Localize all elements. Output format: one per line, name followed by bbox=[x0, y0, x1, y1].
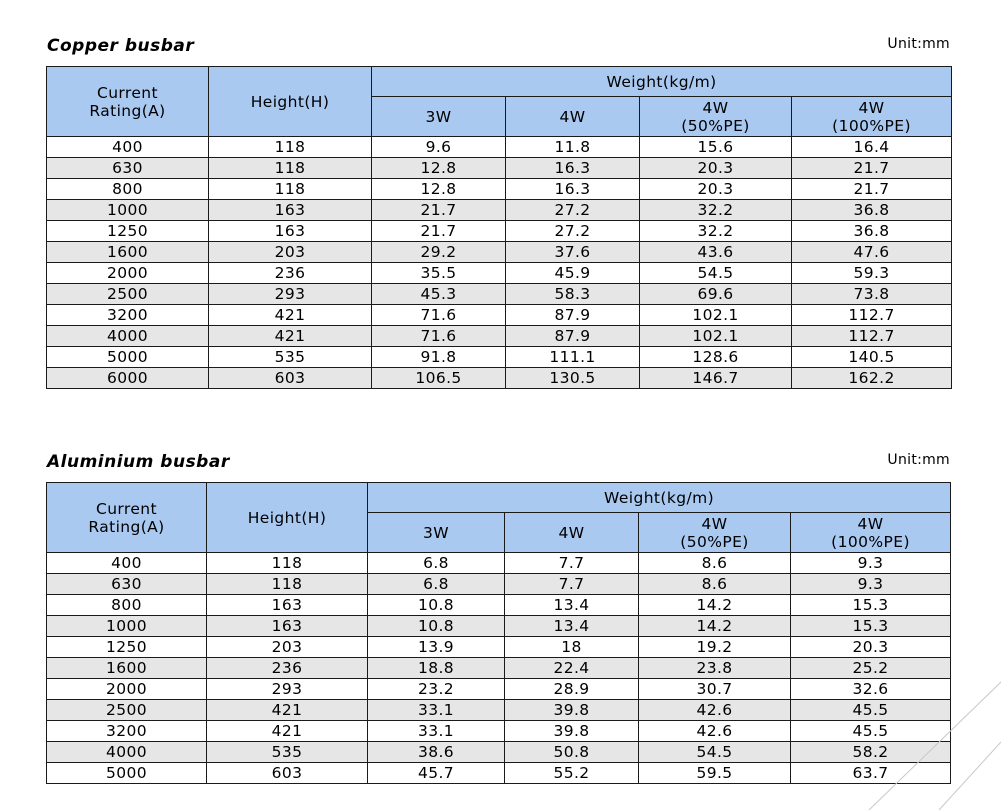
cell-height: 603 bbox=[209, 368, 372, 389]
cell-height: 118 bbox=[207, 574, 368, 595]
table-row bbox=[47, 179, 952, 200]
cell-weight-4w-100pe: 20.3 bbox=[791, 637, 951, 658]
table-row bbox=[47, 305, 952, 326]
cell-current-rating: 630 bbox=[47, 158, 209, 179]
table-row bbox=[47, 284, 952, 305]
cell-weight-3w: 45.7 bbox=[368, 763, 505, 784]
cell-current-rating: 1000 bbox=[47, 616, 207, 637]
cell-current-rating: 2000 bbox=[47, 263, 209, 284]
cell-weight-4w-100pe: 59.3 bbox=[792, 263, 952, 284]
header-height: Height(H) bbox=[209, 67, 372, 137]
cell-weight-4w: 27.2 bbox=[506, 221, 640, 242]
header-weight-group: Weight(kg/m) bbox=[372, 67, 952, 97]
cell-weight-3w: 106.5 bbox=[372, 368, 506, 389]
cell-weight-4w: 27.2 bbox=[506, 200, 640, 221]
cell-height: 163 bbox=[209, 221, 372, 242]
table-row bbox=[47, 742, 951, 763]
cell-weight-4w-100pe: 21.7 bbox=[792, 179, 952, 200]
cell-weight-4w-50pe: 14.2 bbox=[639, 595, 791, 616]
copper-unit-label: Unit:mm bbox=[887, 36, 950, 52]
cell-weight-4w: 16.3 bbox=[506, 179, 640, 200]
cell-weight-4w-50pe: 30.7 bbox=[639, 679, 791, 700]
cell-weight-3w: 9.6 bbox=[372, 137, 506, 158]
cell-weight-4w-50pe: 8.6 bbox=[639, 574, 791, 595]
cell-weight-4w-100pe: 45.5 bbox=[791, 721, 951, 742]
cell-height: 535 bbox=[209, 347, 372, 368]
cell-weight-4w: 58.3 bbox=[506, 284, 640, 305]
cell-weight-4w-50pe: 54.5 bbox=[639, 742, 791, 763]
table-row bbox=[47, 679, 951, 700]
cell-weight-4w: 130.5 bbox=[506, 368, 640, 389]
cell-current-rating: 1250 bbox=[47, 221, 209, 242]
cell-height: 118 bbox=[207, 553, 368, 574]
cell-current-rating: 2500 bbox=[47, 284, 209, 305]
cell-current-rating: 6000 bbox=[47, 368, 209, 389]
cell-weight-4w-100pe: 15.3 bbox=[791, 595, 951, 616]
table-row bbox=[47, 700, 951, 721]
cell-weight-3w: 12.8 bbox=[372, 179, 506, 200]
table-row bbox=[47, 242, 952, 263]
cell-weight-4w: 50.8 bbox=[505, 742, 639, 763]
cell-height: 163 bbox=[207, 616, 368, 637]
header-4w-50pe: 4W (50%PE) bbox=[639, 513, 791, 553]
cell-height: 236 bbox=[209, 263, 372, 284]
cell-current-rating: 5000 bbox=[47, 763, 207, 784]
header-4w-50pe: 4W (50%PE) bbox=[640, 97, 792, 137]
table-row bbox=[47, 595, 951, 616]
cell-weight-3w: 33.1 bbox=[368, 721, 505, 742]
table-row bbox=[47, 347, 952, 368]
table-row bbox=[47, 263, 952, 284]
cell-current-rating: 1600 bbox=[47, 242, 209, 263]
cell-weight-3w: 91.8 bbox=[372, 347, 506, 368]
cell-weight-4w-50pe: 8.6 bbox=[639, 553, 791, 574]
cell-weight-4w: 7.7 bbox=[505, 574, 639, 595]
cell-weight-3w: 33.1 bbox=[368, 700, 505, 721]
header-4w-100pe: 4W (100%PE) bbox=[792, 97, 952, 137]
cell-current-rating: 1250 bbox=[47, 637, 207, 658]
cell-weight-4w: 7.7 bbox=[505, 553, 639, 574]
cell-weight-3w: 18.8 bbox=[368, 658, 505, 679]
table-row bbox=[47, 574, 951, 595]
cell-weight-3w: 45.3 bbox=[372, 284, 506, 305]
cell-weight-4w-50pe: 128.6 bbox=[640, 347, 792, 368]
cell-weight-4w-100pe: 73.8 bbox=[792, 284, 952, 305]
cell-weight-4w-100pe: 140.5 bbox=[792, 347, 952, 368]
cell-height: 421 bbox=[209, 305, 372, 326]
cell-weight-4w-50pe: 32.2 bbox=[640, 200, 792, 221]
cell-current-rating: 800 bbox=[47, 179, 209, 200]
cell-weight-4w-100pe: 162.2 bbox=[792, 368, 952, 389]
cell-weight-4w-100pe: 112.7 bbox=[792, 305, 952, 326]
cell-weight-4w-100pe: 47.6 bbox=[792, 242, 952, 263]
cell-current-rating: 4000 bbox=[47, 742, 207, 763]
cell-height: 163 bbox=[209, 200, 372, 221]
cell-weight-3w: 6.8 bbox=[368, 553, 505, 574]
cell-weight-4w-50pe: 15.6 bbox=[640, 137, 792, 158]
cell-weight-4w: 37.6 bbox=[506, 242, 640, 263]
cell-weight-4w: 39.8 bbox=[505, 721, 639, 742]
header-height: Height(H) bbox=[207, 483, 368, 553]
aluminium-section-header bbox=[46, 452, 950, 476]
aluminium-title: Aluminium busbar bbox=[47, 452, 230, 472]
cell-weight-4w: 18 bbox=[505, 637, 639, 658]
cell-weight-4w-50pe: 146.7 bbox=[640, 368, 792, 389]
cell-current-rating: 2000 bbox=[47, 679, 207, 700]
cell-weight-4w: 22.4 bbox=[505, 658, 639, 679]
cell-weight-4w-50pe: 54.5 bbox=[640, 263, 792, 284]
aluminium-unit-label: Unit:mm bbox=[887, 452, 950, 468]
cell-weight-4w: 45.9 bbox=[506, 263, 640, 284]
cell-weight-4w-50pe: 43.6 bbox=[640, 242, 792, 263]
cell-weight-4w: 87.9 bbox=[506, 305, 640, 326]
cell-weight-3w: 38.6 bbox=[368, 742, 505, 763]
cell-weight-3w: 29.2 bbox=[372, 242, 506, 263]
table-row bbox=[47, 763, 951, 784]
cell-weight-4w-50pe: 20.3 bbox=[640, 179, 792, 200]
cell-weight-4w: 11.8 bbox=[506, 137, 640, 158]
cell-weight-4w-50pe: 42.6 bbox=[639, 721, 791, 742]
cell-weight-4w-50pe: 59.5 bbox=[639, 763, 791, 784]
table-row bbox=[47, 368, 952, 389]
header-4w-100pe: 4W (100%PE) bbox=[791, 513, 951, 553]
cell-height: 163 bbox=[207, 595, 368, 616]
cell-weight-4w: 39.8 bbox=[505, 700, 639, 721]
table-row bbox=[47, 553, 951, 574]
cell-weight-4w-50pe: 42.6 bbox=[639, 700, 791, 721]
cell-current-rating: 400 bbox=[47, 137, 209, 158]
table-row bbox=[47, 721, 951, 742]
table-row bbox=[47, 200, 952, 221]
cell-weight-4w: 16.3 bbox=[506, 158, 640, 179]
cell-weight-4w-50pe: 14.2 bbox=[639, 616, 791, 637]
cell-weight-4w: 13.4 bbox=[505, 616, 639, 637]
cell-current-rating: 400 bbox=[47, 553, 207, 574]
header-4w: 4W bbox=[505, 513, 639, 553]
cell-weight-4w-50pe: 19.2 bbox=[639, 637, 791, 658]
cell-weight-3w: 23.2 bbox=[368, 679, 505, 700]
cell-height: 236 bbox=[207, 658, 368, 679]
cell-current-rating: 3200 bbox=[47, 721, 207, 742]
cell-weight-3w: 13.9 bbox=[368, 637, 505, 658]
cell-current-rating: 630 bbox=[47, 574, 207, 595]
cell-current-rating: 5000 bbox=[47, 347, 209, 368]
copper-title: Copper busbar bbox=[47, 36, 195, 56]
cell-weight-4w-100pe: 58.2 bbox=[791, 742, 951, 763]
cell-height: 203 bbox=[209, 242, 372, 263]
cell-weight-4w-100pe: 32.6 bbox=[791, 679, 951, 700]
cell-weight-4w-50pe: 69.6 bbox=[640, 284, 792, 305]
cell-height: 203 bbox=[207, 637, 368, 658]
cell-weight-3w: 71.6 bbox=[372, 305, 506, 326]
cell-weight-3w: 21.7 bbox=[372, 200, 506, 221]
header-3w: 3W bbox=[368, 513, 505, 553]
header-current-rating: Current Rating(A) bbox=[47, 483, 207, 553]
cell-current-rating: 4000 bbox=[47, 326, 209, 347]
cell-weight-4w: 111.1 bbox=[506, 347, 640, 368]
cell-current-rating: 3200 bbox=[47, 305, 209, 326]
cell-weight-4w-100pe: 16.4 bbox=[792, 137, 952, 158]
cell-height: 118 bbox=[209, 158, 372, 179]
cell-weight-3w: 6.8 bbox=[368, 574, 505, 595]
cell-weight-4w-100pe: 36.8 bbox=[792, 221, 952, 242]
cell-weight-3w: 10.8 bbox=[368, 595, 505, 616]
cell-current-rating: 2500 bbox=[47, 700, 207, 721]
cell-height: 535 bbox=[207, 742, 368, 763]
cell-weight-4w-50pe: 102.1 bbox=[640, 305, 792, 326]
cell-height: 421 bbox=[207, 721, 368, 742]
cell-weight-4w-50pe: 102.1 bbox=[640, 326, 792, 347]
copper-section-header bbox=[46, 36, 950, 60]
cell-height: 118 bbox=[209, 179, 372, 200]
aluminium-busbar-table bbox=[46, 482, 951, 784]
cell-weight-3w: 35.5 bbox=[372, 263, 506, 284]
cell-weight-3w: 21.7 bbox=[372, 221, 506, 242]
cell-height: 293 bbox=[209, 284, 372, 305]
cell-weight-4w: 13.4 bbox=[505, 595, 639, 616]
cell-weight-4w-50pe: 32.2 bbox=[640, 221, 792, 242]
header-current-rating: Current Rating(A) bbox=[47, 67, 209, 137]
cell-weight-4w-50pe: 23.8 bbox=[639, 658, 791, 679]
cell-weight-4w-100pe: 63.7 bbox=[791, 763, 951, 784]
header-4w: 4W bbox=[506, 97, 640, 137]
cell-weight-4w: 55.2 bbox=[505, 763, 639, 784]
cell-weight-4w-100pe: 15.3 bbox=[791, 616, 951, 637]
cell-current-rating: 800 bbox=[47, 595, 207, 616]
cell-weight-4w-100pe: 9.3 bbox=[791, 553, 951, 574]
cell-weight-4w-100pe: 21.7 bbox=[792, 158, 952, 179]
table-row bbox=[47, 158, 952, 179]
cell-weight-4w-100pe: 25.2 bbox=[791, 658, 951, 679]
cell-weight-4w-100pe: 112.7 bbox=[792, 326, 952, 347]
decorative-corner-lines bbox=[841, 680, 1001, 810]
cell-weight-4w-100pe: 9.3 bbox=[791, 574, 951, 595]
cell-weight-3w: 10.8 bbox=[368, 616, 505, 637]
header-weight-group: Weight(kg/m) bbox=[368, 483, 951, 513]
header-3w: 3W bbox=[372, 97, 506, 137]
table-row bbox=[47, 616, 951, 637]
cell-height: 293 bbox=[207, 679, 368, 700]
cell-weight-4w: 87.9 bbox=[506, 326, 640, 347]
cell-weight-4w-100pe: 45.5 bbox=[791, 700, 951, 721]
cell-height: 118 bbox=[209, 137, 372, 158]
cell-height: 421 bbox=[207, 700, 368, 721]
cell-weight-4w-100pe: 36.8 bbox=[792, 200, 952, 221]
cell-current-rating: 1000 bbox=[47, 200, 209, 221]
table-row bbox=[47, 221, 952, 242]
cell-height: 603 bbox=[207, 763, 368, 784]
table-row bbox=[47, 658, 951, 679]
cell-weight-3w: 12.8 bbox=[372, 158, 506, 179]
cell-weight-3w: 71.6 bbox=[372, 326, 506, 347]
cell-weight-4w-50pe: 20.3 bbox=[640, 158, 792, 179]
cell-height: 421 bbox=[209, 326, 372, 347]
table-row bbox=[47, 637, 951, 658]
copper-busbar-table bbox=[46, 66, 952, 389]
table-row bbox=[47, 137, 952, 158]
cell-weight-4w: 28.9 bbox=[505, 679, 639, 700]
cell-current-rating: 1600 bbox=[47, 658, 207, 679]
table-row bbox=[47, 326, 952, 347]
